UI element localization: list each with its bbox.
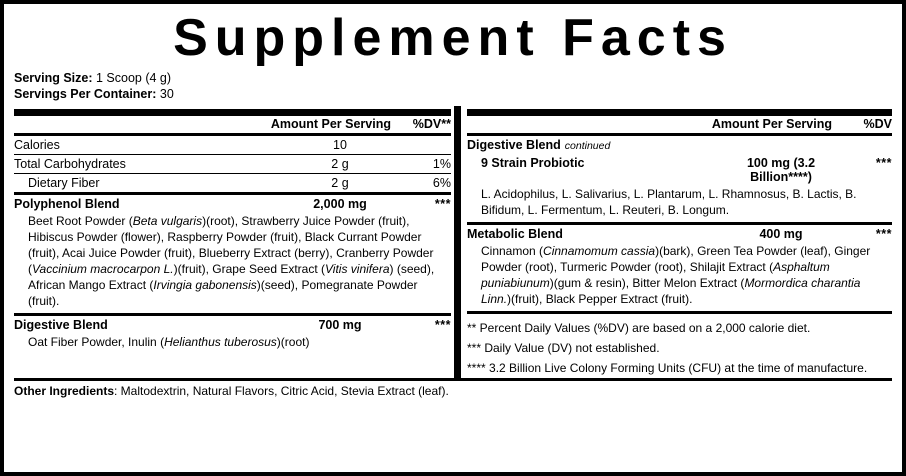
blend-description: Beet Root Powder (Beta vulgaris)(root), Strawberry Juice Powder (fruit), Hibiscus Powder (flower), Raspberry Powder (fruit), Black Currant Powder (fruit), Acai Juice Powder (fruit), Blueberry Extract (berry), Cranberry Powder (Vaccinium macrocarpon L.)(fruit), Grape Seed Extract (Vitis vinifera) (seed), African Mango Extract (Irvingia gabonensis)(seed), Pomegranate Powder (fruit).: [28, 214, 435, 308]
blend-description: Cinnamon (Cinnamomum cassia)(bark), Green Tea Powder (leaf), Ginger Powder (root), Turmeric Powder (root), Shilajit Extract (Asphaltum puniabiunum)(gum & resin), Bitter Melon Extract (Mormordica charantia Linn.)(fruit), Black Pepper Extract (fruit).: [481, 243, 871, 306]
amount-per-serving-header-left: Amount Per Serving: [270, 117, 391, 131]
table-row: [14, 316, 451, 334]
sub-blend-name: 9 Strain Probiotic: [481, 156, 585, 170]
footnote-dv-not-established: *** Daily Value (DV) not established.: [467, 340, 660, 355]
sub-blend-dv: ***: [875, 156, 892, 170]
continued-label: continued: [564, 140, 611, 152]
nutrient-name: Total Carbohydrates: [14, 157, 126, 171]
other-ingredients-value: : Maltodextrin, Natural Flavors, Citric Acid, Stevia Extract (leaf).: [114, 383, 449, 398]
right-top-rule: [467, 109, 892, 116]
blend-dv: ***: [434, 317, 451, 332]
left-top-rule: [14, 109, 451, 116]
amount-per-serving-header-right: Amount Per Serving: [711, 117, 832, 131]
blend-description: L. Acidophilus, L. Salivarius, L. Plantarum, L. Rhamnosus, B. Lactis, B. Bifidum, L. Fermentum, L. Reuteri, B. Longum.: [481, 187, 857, 217]
serving-size-value: 1 Scoop (4 g): [95, 71, 172, 85]
table-row: [14, 155, 451, 173]
blend-name: Digestive Blend: [467, 138, 561, 152]
nutrient-amount: 2 g: [331, 157, 349, 171]
table-row: [14, 136, 451, 154]
table-row: [14, 195, 451, 213]
footnote-cfu: **** 3.2 Billion Live Colony Forming Units (CFU) at the time of manufacture.: [467, 360, 868, 375]
serving-size-line: [14, 70, 892, 86]
servings-per-container-line: [14, 86, 892, 102]
table-row: [467, 225, 892, 243]
table-row: [467, 136, 892, 154]
left-column: [14, 106, 451, 378]
blend-description: Oat Fiber Powder, Inulin (Helianthus tuberosus)(root): [28, 334, 310, 349]
blend-amount: 700 mg: [318, 317, 362, 332]
right-column-header: [467, 116, 892, 133]
blend-amount: 400 mg: [759, 226, 803, 241]
other-ingredients-label: Other Ingredients: [14, 383, 115, 398]
column-divider: [454, 106, 461, 378]
dv-header-left: %DV**: [412, 117, 451, 131]
blend-name: Digestive Blend: [14, 317, 108, 332]
sub-blend-amount: 100 mg (3.2 Billion****): [746, 156, 816, 184]
nutrient-amount: 10: [333, 138, 347, 152]
table-row: [14, 174, 451, 192]
blend-name: Polyphenol Blend: [14, 197, 120, 211]
blend-amount: 2,000 mg: [313, 197, 367, 211]
nutrient-amount: 2 g: [331, 176, 349, 190]
blend-name-continued: [467, 138, 892, 152]
facts-columns: [14, 106, 892, 378]
blend-name: Metabolic Blend: [467, 226, 563, 241]
nutrient-name: Calories: [14, 138, 60, 152]
table-row: [467, 154, 892, 186]
blend-dv: ***: [875, 226, 892, 241]
footnote-dv: ** Percent Daily Values (%DV) are based on a 2,000 calorie diet.: [467, 320, 811, 335]
nutrient-dv: 1%: [432, 157, 451, 171]
servings-per-container-label: Servings Per Container:: [14, 87, 157, 101]
nutrient-name: Dietary Fiber: [28, 176, 100, 190]
nutrient-dv: 6%: [432, 176, 451, 190]
serving-info: [14, 70, 892, 102]
left-column-header: [14, 116, 451, 133]
footnotes: [467, 314, 892, 378]
blend-dv: ***: [434, 197, 451, 211]
servings-per-container-value: 30: [159, 87, 174, 101]
page-title: Supplement Facts: [173, 9, 733, 67]
serving-size-label: Serving Size:: [14, 71, 93, 85]
other-ingredients: [14, 381, 892, 400]
right-column: [467, 106, 892, 378]
dv-header-right: %DV: [863, 117, 892, 131]
